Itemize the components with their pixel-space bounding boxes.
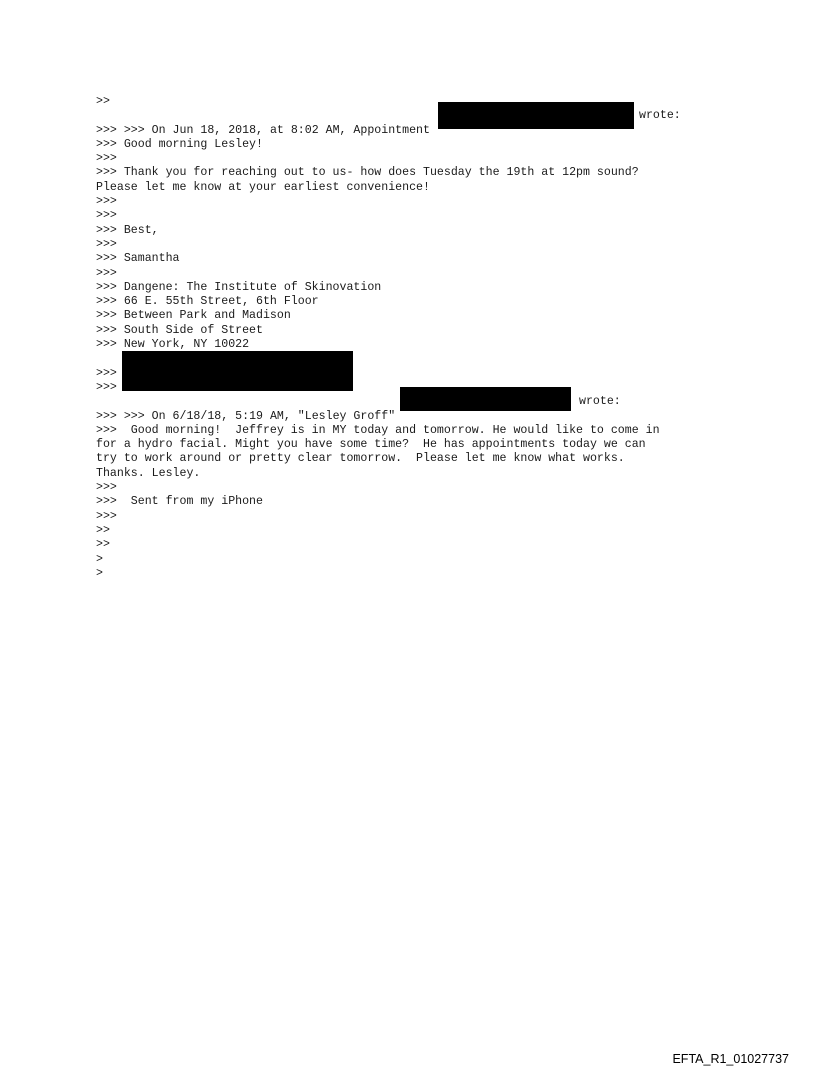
- signature-company: >>> Dangene: The Institute of Skinovation: [96, 280, 382, 294]
- signature-cross-streets: >>> Between Park and Madison: [96, 309, 291, 323]
- header-wrote: wrote:: [579, 395, 621, 409]
- quote-line: >>>: [96, 195, 117, 209]
- greeting-line: >>> Good morning Lesley!: [96, 137, 263, 151]
- quote-line: >: [96, 566, 103, 580]
- signoff-line: >>> Best,: [96, 223, 159, 237]
- sent-from-line: >>> Sent from my iPhone: [96, 495, 263, 509]
- quote-line: >>>: [96, 152, 117, 166]
- quote-line: >>>: [96, 123, 117, 137]
- quote-line: >>>: [96, 380, 117, 394]
- message-paragraph: >>> Good morning! Jeffrey is in MY today and tomorrow. He would like to come in for a hydro facial. Might you have some time? He has appointments today we can try to work around or pretty clear tomorrow. Please let me know what works. Thanks. Lesley.: [96, 423, 660, 480]
- quote-line: >>>: [96, 481, 117, 495]
- email-body: [96, 95, 736, 581]
- quote-line: >: [96, 552, 103, 566]
- bates-number: EFTA_R1_01027737: [672, 1052, 789, 1066]
- quote-line: >>: [96, 523, 110, 537]
- header-line-appointment: [96, 109, 736, 137]
- quote-line: >>>: [96, 266, 117, 280]
- quote-line: >>: [96, 95, 110, 108]
- redaction-bar: [400, 387, 571, 411]
- header-line-lesley: [96, 395, 736, 423]
- signature-address: >>> 66 E. 55th Street, 6th Floor: [96, 295, 319, 309]
- signature-name: >>> Samantha: [96, 252, 180, 266]
- signature-city: >>> New York, NY 10022: [96, 338, 250, 352]
- quote-line: >>: [96, 538, 110, 552]
- quote-line: >>>: [96, 509, 117, 523]
- header-text: >>> On Jun 18, 2018, at 8:02 AM, Appointment: [123, 123, 430, 137]
- header-wrote: wrote:: [639, 109, 681, 123]
- quote-line: >>>: [96, 409, 117, 423]
- quote-line: >>>: [96, 209, 117, 223]
- quote-line: [96, 352, 736, 366]
- signature-side: >>> South Side of Street: [96, 323, 263, 337]
- quote-line: >>>: [96, 366, 117, 380]
- message-paragraph: >>> Thank you for reaching out to us- how does Tuesday the 19th at 12pm sound? Please let me know at your earliest convenience!: [96, 166, 639, 194]
- header-text: >>> On 6/18/18, 5:19 AM, "Lesley Groff": [123, 409, 396, 423]
- quote-line: >>>: [96, 237, 117, 251]
